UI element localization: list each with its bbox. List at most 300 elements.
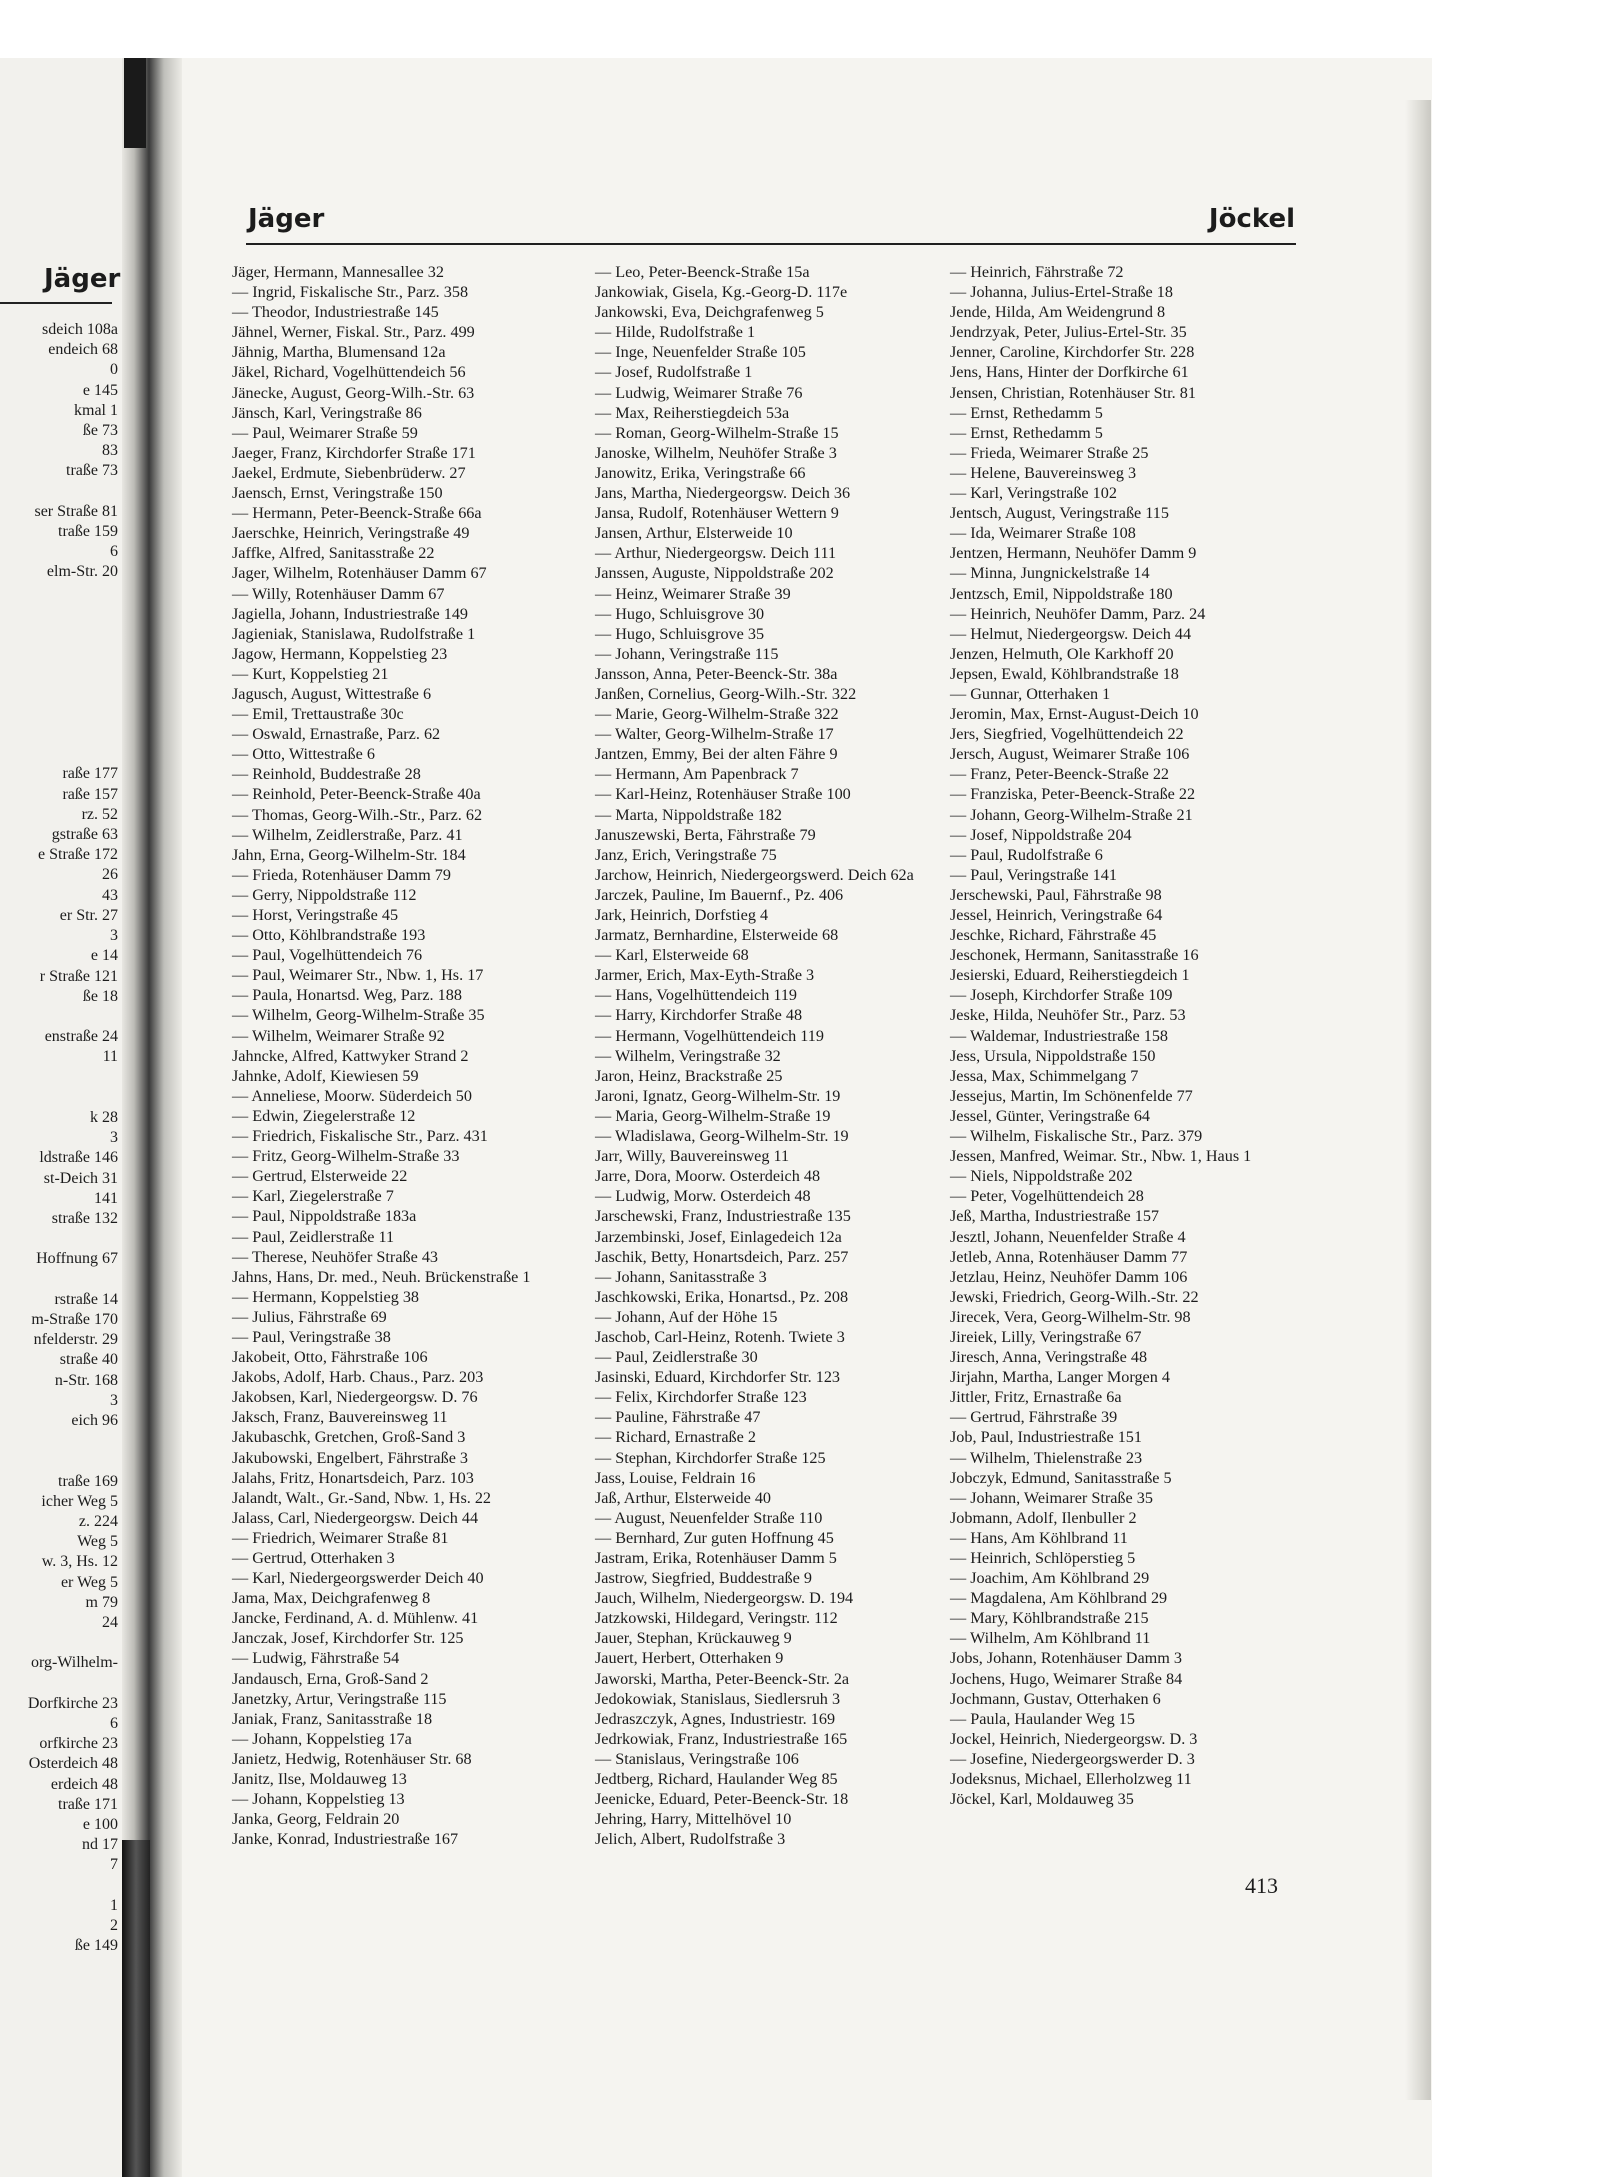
directory-entry: Jaß, Arthur, Elsterweide 40 bbox=[595, 1488, 772, 1507]
directory-entry: — Richard, Ernastraße 2 bbox=[595, 1428, 756, 1447]
directory-entry: Janz, Erich, Veringstraße 75 bbox=[595, 845, 777, 864]
directory-column-3 bbox=[950, 262, 1295, 1809]
left-page-line: 3 bbox=[110, 927, 118, 945]
directory-entry: — Mary, Köhlbrandstraße 215 bbox=[950, 1609, 1149, 1628]
directory-entry: Janietz, Hedwig, Rotenhäuser Str. 68 bbox=[232, 1749, 472, 1768]
directory-entry: Jirjahn, Martha, Langer Morgen 4 bbox=[950, 1368, 1170, 1387]
left-page-line: nfelderstr. 29 bbox=[33, 1331, 118, 1349]
directory-entry: Jagusch, August, Wittestraße 6 bbox=[232, 684, 432, 703]
left-page-line: elm-Str. 20 bbox=[46, 563, 118, 581]
directory-entry: Jentzsch, Emil, Nippoldstraße 180 bbox=[950, 584, 1173, 603]
directory-entry: — Karl-Heinz, Rotenhäuser Straße 100 bbox=[595, 785, 851, 804]
directory-entry: Jenzen, Helmuth, Ole Karkhoff 20 bbox=[950, 644, 1174, 663]
directory-entry: Jobs, Johann, Rotenhäuser Damm 3 bbox=[950, 1649, 1182, 1668]
left-page-line: 3 bbox=[110, 1391, 118, 1409]
directory-entry: — Paul, Veringstraße 141 bbox=[950, 865, 1117, 884]
directory-entry: — Wilhelm, Am Köhlbrand 11 bbox=[950, 1629, 1151, 1648]
directory-entry: — Karl, Elsterweide 68 bbox=[595, 946, 749, 965]
left-page-line: ße 149 bbox=[74, 1937, 118, 1955]
left-page-line: 3 bbox=[110, 1129, 118, 1147]
left-page-line: 7 bbox=[110, 1856, 118, 1874]
directory-entry: — Bernhard, Zur guten Hoffnung 45 bbox=[595, 1528, 834, 1547]
directory-entry: Jancke, Ferdinand, A. d. Mühlenw. 41 bbox=[232, 1609, 479, 1628]
directory-entry: — Gertrud, Otterhaken 3 bbox=[232, 1549, 395, 1567]
directory-entry: Jakubaschk, Gretchen, Groß-Sand 3 bbox=[232, 1428, 466, 1447]
left-page-line: Hoffnung 67 bbox=[36, 1250, 118, 1268]
directory-entry: Jass, Louise, Feldrain 16 bbox=[595, 1468, 756, 1487]
directory-entry: Jark, Heinrich, Dorfstieg 4 bbox=[595, 906, 769, 924]
directory-entry: — Johann, Veringstraße 115 bbox=[595, 644, 779, 663]
directory-entry: — Gunnar, Otterhaken 1 bbox=[950, 684, 1111, 703]
left-page-line bbox=[0, 603, 118, 623]
directory-entry: — Gerry, Nippoldstraße 112 bbox=[232, 885, 417, 904]
directory-entry: — Theodor, Industriestraße 145 bbox=[232, 303, 439, 322]
directory-entry: Jessel, Heinrich, Veringstraße 64 bbox=[950, 906, 1163, 924]
directory-entry: — Wilhelm, Weimarer Straße 92 bbox=[232, 1026, 445, 1045]
directory-entry: Janitz, Ilse, Moldauweg 13 bbox=[232, 1770, 407, 1789]
directory-entry: — Maria, Georg-Wilhelm-Straße 19 bbox=[595, 1106, 831, 1125]
directory-entry: Jankowiak, Gisela, Kg.-Georg-D. 117e bbox=[595, 283, 848, 302]
left-page-line: er Weg 5 bbox=[60, 1573, 118, 1591]
left-page-line bbox=[0, 1270, 118, 1290]
directory-entry: Jauert, Herbert, Otterhaken 9 bbox=[595, 1649, 784, 1668]
left-page-line: straße 40 bbox=[59, 1351, 118, 1369]
directory-entry: — Marta, Nippoldstraße 182 bbox=[595, 805, 783, 824]
left-page-line: st-Deich 31 bbox=[43, 1169, 118, 1187]
directory-entry: Jenner, Caroline, Kirchdorfer Str. 228 bbox=[950, 343, 1195, 362]
directory-entry: Jeske, Hilda, Neuhöfer Str., Parz. 53 bbox=[950, 1006, 1186, 1025]
left-page-lines bbox=[0, 320, 118, 1956]
left-page-line: e 100 bbox=[82, 1816, 118, 1834]
directory-entry: Jalahs, Fritz, Honartsdeich, Parz. 103 bbox=[232, 1468, 474, 1487]
directory-entry: — Hans, Vogelhüttendeich 119 bbox=[595, 986, 798, 1005]
directory-entry: Jagow, Hermann, Koppelstieg 23 bbox=[232, 644, 448, 663]
directory-entry: Jessejus, Martin, Im Schönenfelde 77 bbox=[950, 1086, 1193, 1105]
directory-entry: Janka, Georg, Feldrain 20 bbox=[232, 1810, 400, 1829]
left-page-line: rz. 52 bbox=[81, 805, 118, 823]
directory-entry: Jahncke, Alfred, Kattwyker Strand 2 bbox=[232, 1046, 469, 1065]
left-page-line: 6 bbox=[110, 1715, 118, 1733]
directory-entry: — Hans, Am Köhlbrand 11 bbox=[950, 1528, 1128, 1547]
directory-entry: Jarmatz, Bernhardine, Elsterweide 68 bbox=[595, 926, 839, 945]
directory-entry: Jaksch, Franz, Bauvereinsweg 11 bbox=[232, 1408, 448, 1427]
left-page-rule bbox=[0, 302, 112, 304]
directory-entry: Janetzky, Artur, Veringstraße 115 bbox=[232, 1689, 447, 1708]
directory-entry: Jaron, Heinz, Brackstraße 25 bbox=[595, 1066, 783, 1085]
directory-entry: Jochmann, Gustav, Otterhaken 6 bbox=[950, 1689, 1161, 1708]
directory-entry: Jesierski, Eduard, Reiherstiegdeich 1 bbox=[950, 966, 1190, 985]
directory-entry: — Gertrud, Elsterweide 22 bbox=[232, 1167, 408, 1186]
directory-entry: Jeenicke, Eduard, Peter-Beenck-Str. 18 bbox=[595, 1790, 849, 1809]
directory-entry: — Horst, Veringstraße 45 bbox=[232, 906, 399, 924]
directory-entry: — Felix, Kirchdorfer Straße 123 bbox=[595, 1388, 807, 1407]
directory-entry: Jaerschke, Heinrich, Veringstraße 49 bbox=[232, 524, 470, 543]
directory-entry: — Paul, Weimarer Straße 59 bbox=[232, 423, 418, 442]
directory-entry: — Paula, Honartsd. Weg, Parz. 188 bbox=[232, 986, 462, 1005]
directory-entry: Jaeger, Franz, Kirchdorfer Straße 171 bbox=[232, 443, 476, 462]
directory-entry: — Johann, Koppelstieg 17a bbox=[232, 1729, 412, 1748]
directory-entry: Jodeksnus, Michael, Ellerholzweg 11 bbox=[950, 1770, 1192, 1789]
left-page-line bbox=[0, 583, 118, 603]
directory-entry: — Hermann, Koppelstieg 38 bbox=[232, 1287, 420, 1306]
left-page-line bbox=[0, 1229, 118, 1249]
directory-entry: Jentzen, Hermann, Neuhöfer Damm 9 bbox=[950, 544, 1197, 563]
directory-entry: Jessa, Max, Schimmelgang 7 bbox=[950, 1066, 1139, 1085]
directory-entry: Jakubowski, Engelbert, Fährstraße 3 bbox=[232, 1448, 469, 1467]
directory-entry: — Karl, Ziegelerstraße 7 bbox=[232, 1187, 394, 1206]
left-page-line: 26 bbox=[102, 866, 118, 884]
directory-entry: — Paul, Veringstraße 38 bbox=[232, 1327, 391, 1346]
directory-entry: Jens, Hans, Hinter der Dorfkirche 61 bbox=[950, 363, 1189, 382]
directory-entry: — Ingrid, Fiskalische Str., Parz. 358 bbox=[232, 283, 469, 302]
directory-entry: Jaschik, Betty, Honartsdeich, Parz. 257 bbox=[595, 1247, 849, 1266]
left-page-line: traße 73 bbox=[66, 462, 118, 480]
directory-entry: — Johann, Sanitasstraße 3 bbox=[595, 1267, 767, 1286]
directory-entry: Jiresch, Anna, Veringstraße 48 bbox=[950, 1348, 1148, 1367]
directory-entry: — Reinhold, Peter-Beenck-Straße 40a bbox=[232, 785, 481, 804]
directory-entry: Jobmann, Adolf, Ilenbuller 2 bbox=[950, 1508, 1137, 1527]
directory-entry: — Friedrich, Weimarer Straße 81 bbox=[232, 1528, 449, 1547]
left-page-line: ße 73 bbox=[82, 422, 118, 440]
directory-column-1 bbox=[232, 262, 577, 1849]
directory-entry: Jähnel, Werner, Fiskal. Str., Parz. 499 bbox=[232, 323, 475, 342]
page-number: 413 bbox=[1245, 1873, 1278, 1898]
left-page-line: raße 157 bbox=[62, 785, 118, 803]
directory-entry: Janssen, Auguste, Nippoldstraße 202 bbox=[595, 564, 834, 583]
directory-entry: Jalandt, Walt., Gr.-Sand, Nbw. 1, Hs. 22 bbox=[232, 1488, 492, 1507]
left-page-line: e 145 bbox=[82, 381, 118, 399]
directory-entry: — Franz, Peter-Beenck-Straße 22 bbox=[950, 765, 1170, 784]
directory-entry: Jatzkowski, Hildegard, Veringstr. 112 bbox=[595, 1609, 838, 1628]
left-page-line: m 79 bbox=[85, 1593, 118, 1611]
directory-entry: Jers, Siegfried, Vogelhüttendeich 22 bbox=[950, 725, 1184, 744]
directory-entry: — Heinrich, Neuhöfer Damm, Parz. 24 bbox=[950, 604, 1206, 623]
left-page-line: z. 224 bbox=[78, 1512, 118, 1530]
directory-entry: — Joachim, Am Köhlbrand 29 bbox=[950, 1569, 1150, 1588]
left-page-line: org-Wilhelm- bbox=[30, 1654, 118, 1672]
directory-entry: Jakobs, Adolf, Harb. Chaus., Parz. 203 bbox=[232, 1368, 484, 1387]
directory-entry: — Anneliese, Moorw. Süderdeich 50 bbox=[232, 1086, 472, 1105]
directory-entry: — Heinrich, Fährstraße 72 bbox=[950, 263, 1124, 281]
directory-entry: Jans, Martha, Niedergeorgsw. Deich 36 bbox=[595, 484, 851, 503]
directory-entry: Jöckel, Karl, Moldauweg 35 bbox=[950, 1790, 1134, 1809]
directory-entry: Jäger, Hermann, Mannesallee 32 bbox=[232, 263, 444, 281]
directory-entry: — Pauline, Fährstraße 47 bbox=[595, 1408, 761, 1427]
directory-entry: Job, Paul, Industriestraße 151 bbox=[950, 1428, 1142, 1447]
directory-entry: Jireiek, Lilly, Veringstraße 67 bbox=[950, 1327, 1142, 1346]
left-page-line: Osterdeich 48 bbox=[28, 1755, 118, 1773]
directory-entry: Jahnke, Adolf, Kiewiesen 59 bbox=[232, 1066, 419, 1085]
left-page-line: w. 3, Hs. 12 bbox=[41, 1553, 118, 1571]
directory-entry: Jelich, Albert, Rudolfstraße 3 bbox=[595, 1830, 786, 1849]
left-page-line: 141 bbox=[94, 1189, 118, 1207]
header-rule bbox=[246, 243, 1296, 245]
directory-entry: — Wilhelm, Thielenstraße 23 bbox=[950, 1448, 1143, 1467]
directory-entry: — Niels, Nippoldstraße 202 bbox=[950, 1167, 1133, 1186]
directory-entry: — Gertrud, Fährstraße 39 bbox=[950, 1408, 1118, 1427]
directory-entry: — Fritz, Georg-Wilhelm-Straße 33 bbox=[232, 1147, 460, 1166]
page-edge bbox=[1405, 100, 1431, 2100]
directory-entry: — Frieda, Rotenhäuser Damm 79 bbox=[232, 865, 451, 884]
directory-entry: Jauch, Wilhelm, Niedergeorgsw. D. 194 bbox=[595, 1589, 854, 1608]
left-page-line bbox=[0, 1876, 118, 1896]
directory-entry: Jeschonek, Hermann, Sanitasstraße 16 bbox=[950, 946, 1199, 965]
directory-entry: — Wilhelm, Zeidlerstraße, Parz. 41 bbox=[232, 825, 463, 844]
left-page-header: Jäger bbox=[44, 264, 121, 294]
left-page-line bbox=[0, 643, 118, 663]
left-page-line: orfkirche 23 bbox=[39, 1735, 118, 1753]
directory-entry: Jedtberg, Richard, Haulander Weg 85 bbox=[595, 1770, 838, 1789]
directory-entry: — Paul, Nippoldstraße 183a bbox=[232, 1207, 417, 1226]
directory-entry: Janiak, Franz, Sanitasstraße 18 bbox=[232, 1709, 433, 1728]
directory-entry: Jaffke, Alfred, Sanitasstraße 22 bbox=[232, 544, 435, 563]
directory-entry: Jäkel, Richard, Vogelhüttendeich 56 bbox=[232, 363, 466, 382]
directory-entry: — Friedrich, Fiskalische Str., Parz. 431 bbox=[232, 1127, 488, 1146]
directory-entry: Jagiella, Johann, Industriestraße 149 bbox=[232, 604, 469, 623]
directory-entry: — Stanislaus, Veringstraße 106 bbox=[595, 1749, 799, 1768]
directory-entry: Janoske, Wilhelm, Neuhöfer Straße 3 bbox=[595, 443, 837, 462]
directory-entry: — Paul, Weimarer Str., Nbw. 1, Hs. 17 bbox=[232, 966, 484, 985]
directory-entry: — Hugo, Schluisgrove 35 bbox=[595, 624, 765, 643]
directory-entry: — Therese, Neuhöfer Straße 43 bbox=[232, 1247, 439, 1266]
directory-entry: Jersch, August, Weimarer Straße 106 bbox=[950, 745, 1190, 764]
directory-entry: Jessen, Manfred, Weimar. Str., Nbw. 1, Haus 1 bbox=[950, 1147, 1252, 1166]
directory-entry: — Wilhelm, Fiskalische Str., Parz. 379 bbox=[950, 1127, 1203, 1146]
directory-entry: — Hermann, Vogelhüttendeich 119 bbox=[595, 1026, 824, 1045]
directory-entry: Jentsch, August, Veringstraße 115 bbox=[950, 504, 1169, 523]
directory-entry: — Karl, Niedergeorgswerder Deich 40 bbox=[232, 1569, 484, 1588]
directory-entry: — Heinrich, Schlöperstieg 5 bbox=[950, 1549, 1136, 1567]
left-page-line: kmal 1 bbox=[74, 401, 118, 419]
directory-entry: Jahn, Erna, Georg-Wilhelm-Str. 184 bbox=[232, 845, 466, 864]
directory-entry: — Edwin, Ziegelerstraße 12 bbox=[232, 1106, 416, 1125]
directory-entry: Jähnig, Martha, Blumensand 12a bbox=[232, 343, 446, 362]
directory-entry: Jansen, Arthur, Elsterweide 10 bbox=[595, 524, 793, 543]
directory-entry: — Ludwig, Weimarer Straße 76 bbox=[595, 383, 803, 402]
directory-entry: Jaroni, Ignatz, Georg-Wilhelm-Str. 19 bbox=[595, 1086, 841, 1105]
left-page-line bbox=[0, 1088, 118, 1108]
left-page-line: endeich 68 bbox=[48, 341, 118, 359]
left-page-line bbox=[0, 684, 118, 704]
directory-entry: Jastram, Erika, Rotenhäuser Damm 5 bbox=[595, 1549, 837, 1567]
directory-entry: Jaworski, Martha, Peter-Beenck-Str. 2a bbox=[595, 1669, 850, 1688]
left-page-line: e 14 bbox=[90, 947, 118, 965]
directory-entry: — Ludwig, Morw. Osterdeich 48 bbox=[595, 1187, 811, 1206]
left-page-line bbox=[0, 663, 118, 683]
directory-entry: Jeromin, Max, Ernst-August-Deich 10 bbox=[950, 705, 1199, 724]
left-page-line: 6 bbox=[110, 543, 118, 561]
directory-entry: — Hugo, Schluisgrove 30 bbox=[595, 604, 765, 623]
directory-entry: Jeschke, Richard, Fährstraße 45 bbox=[950, 926, 1157, 945]
directory-entry: Jarre, Dora, Moorw. Osterdeich 48 bbox=[595, 1167, 821, 1186]
directory-entry: — Oswald, Ernastraße, Parz. 62 bbox=[232, 725, 441, 744]
directory-entry: — Helmut, Niedergeorgsw. Deich 44 bbox=[950, 624, 1192, 643]
left-page-line: straße 132 bbox=[51, 1209, 118, 1227]
directory-entry: Jarr, Willy, Bauvereinsweg 11 bbox=[595, 1147, 790, 1166]
directory-entry: Jobczyk, Edmund, Sanitasstraße 5 bbox=[950, 1468, 1172, 1487]
left-page-line: eich 96 bbox=[71, 1411, 118, 1429]
directory-entry: Jehring, Harry, Mittelhövel 10 bbox=[595, 1810, 792, 1829]
directory-entry: Jarschewski, Franz, Industriestraße 135 bbox=[595, 1207, 851, 1226]
directory-entry: — Otto, Wittestraße 6 bbox=[232, 745, 375, 764]
directory-entry: — Peter, Vogelhüttendeich 28 bbox=[950, 1187, 1144, 1206]
directory-entry: — Josef, Nippoldstraße 204 bbox=[950, 825, 1132, 844]
directory-entry: — Johann, Georg-Wilhelm-Straße 21 bbox=[950, 805, 1193, 824]
page-header bbox=[248, 204, 1295, 240]
binding-top bbox=[124, 58, 146, 148]
directory-entry: — Ernst, Rethedamm 5 bbox=[950, 423, 1103, 442]
directory-entry: Jetleb, Anna, Rotenhäuser Damm 77 bbox=[950, 1247, 1188, 1266]
directory-entry: — Josef, Rudolfstraße 1 bbox=[595, 363, 753, 382]
directory-entry: Jankowski, Eva, Deichgrafenweg 5 bbox=[595, 303, 824, 322]
directory-entry: Jänsch, Karl, Veringstraße 86 bbox=[232, 403, 422, 422]
directory-entry: — Julius, Fährstraße 69 bbox=[232, 1307, 387, 1326]
directory-entry: — Heinz, Weimarer Straße 39 bbox=[595, 584, 791, 603]
left-page-line: traße 171 bbox=[58, 1795, 118, 1813]
directory-entry: Jarmer, Erich, Max-Eyth-Straße 3 bbox=[595, 966, 815, 985]
directory-entry: Jedokowiak, Stanislaus, Siedlersruh 3 bbox=[595, 1689, 841, 1708]
directory-entry: Jantzen, Emmy, Bei der alten Fähre 9 bbox=[595, 745, 838, 764]
directory-entry: — Roman, Georg-Wilhelm-Straße 15 bbox=[595, 423, 839, 442]
directory-entry: Jakobeit, Otto, Fährstraße 106 bbox=[232, 1348, 428, 1367]
directory-entry: Jaschob, Carl-Heinz, Rotenh. Twiete 3 bbox=[595, 1327, 845, 1346]
left-page-line: m-Straße 170 bbox=[31, 1310, 118, 1328]
directory-entry: — Thomas, Georg-Wilh.-Str., Parz. 62 bbox=[232, 805, 483, 824]
left-page-line bbox=[0, 482, 118, 502]
directory-entry: Janßen, Cornelius, Georg-Wilh.-Str. 322 bbox=[595, 684, 857, 703]
directory-entry: — Walter, Georg-Wilhelm-Straße 17 bbox=[595, 725, 834, 744]
directory-entry: — Paul, Vogelhüttendeich 76 bbox=[232, 946, 423, 965]
directory-entry: Jager, Wilhelm, Rotenhäuser Damm 67 bbox=[232, 564, 487, 583]
directory-entry: Jagieniak, Stanislawa, Rudolfstraße 1 bbox=[232, 624, 476, 643]
left-page-line: 1 bbox=[110, 1896, 118, 1914]
directory-entry: Jasinski, Eduard, Kirchdorfer Str. 123 bbox=[595, 1368, 841, 1387]
directory-entry: — Otto, Köhlbrandstraße 193 bbox=[232, 926, 426, 945]
directory-entry: — Emil, Trettaustraße 30c bbox=[232, 705, 404, 724]
left-page-line: raße 177 bbox=[62, 765, 118, 783]
left-page-line: 24 bbox=[102, 1614, 118, 1631]
directory-entry: Januszewski, Berta, Fährstraße 79 bbox=[595, 825, 816, 844]
directory-entry: Jockel, Heinrich, Niedergeorgsw. D. 3 bbox=[950, 1729, 1198, 1748]
left-page-line bbox=[0, 1451, 118, 1471]
directory-entry: — Wladislawa, Georg-Wilhelm-Str. 19 bbox=[595, 1127, 849, 1146]
directory-entry: Jahns, Hans, Dr. med., Neuh. Brückenstraße 1 bbox=[232, 1267, 531, 1286]
directory-entry: — Stephan, Kirchdorfer Straße 125 bbox=[595, 1448, 826, 1467]
left-page-line: nd 17 bbox=[82, 1836, 118, 1854]
directory-entry: — Magdalena, Am Köhlbrand 29 bbox=[950, 1589, 1168, 1608]
directory-entry: — Franziska, Peter-Beenck-Straße 22 bbox=[950, 785, 1196, 804]
directory-entry: Janczak, Josef, Kirchdorfer Str. 125 bbox=[232, 1629, 464, 1648]
directory-entry: Jansson, Anna, Peter-Beenck-Str. 38a bbox=[595, 664, 838, 683]
left-page-line: enstraße 24 bbox=[44, 1028, 118, 1046]
left-page-line: gstraße 63 bbox=[51, 826, 118, 844]
header-first-entry: Jäger bbox=[248, 204, 325, 234]
left-page-line bbox=[0, 1674, 118, 1694]
directory-entry: Jandausch, Erna, Groß-Sand 2 bbox=[232, 1669, 429, 1688]
directory-entry: — Hermann, Peter-Beenck-Straße 66a bbox=[232, 504, 482, 523]
directory-entry: Janowitz, Erika, Veringstraße 66 bbox=[595, 463, 806, 482]
directory-entry: — Ernst, Rethedamm 5 bbox=[950, 403, 1103, 422]
left-page-line bbox=[0, 1007, 118, 1027]
left-page-line: traße 159 bbox=[58, 523, 118, 541]
left-page-line: 83 bbox=[102, 442, 118, 460]
directory-entry: Jeß, Martha, Industriestraße 157 bbox=[950, 1207, 1160, 1226]
left-page-line: ldstraße 146 bbox=[39, 1149, 118, 1167]
directory-entry: Jauer, Stephan, Krückauweg 9 bbox=[595, 1629, 792, 1648]
directory-entry: Jaensch, Ernst, Veringstraße 150 bbox=[232, 484, 443, 503]
left-page-line: Dorfkirche 23 bbox=[27, 1694, 118, 1712]
left-page-line: k 28 bbox=[90, 1108, 118, 1126]
directory-entry: Jessel, Günter, Veringstraße 64 bbox=[950, 1106, 1151, 1125]
directory-entry: — Ludwig, Fährstraße 54 bbox=[232, 1649, 400, 1668]
directory-entry: Jaekel, Erdmute, Siebenbrüderw. 27 bbox=[232, 463, 466, 482]
directory-entry: Jalass, Carl, Niedergeorgsw. Deich 44 bbox=[232, 1508, 479, 1527]
directory-entry: — Inge, Neuenfelder Straße 105 bbox=[595, 343, 806, 362]
directory-entry: Jedraszczyk, Agnes, Industriestr. 169 bbox=[595, 1709, 836, 1728]
left-page-line: ße 18 bbox=[82, 987, 118, 1005]
directory-entry: Jensen, Christian, Rotenhäuser Str. 81 bbox=[950, 383, 1196, 402]
left-page-line: Weg 5 bbox=[77, 1533, 118, 1551]
directory-entry: — Johann, Koppelstieg 13 bbox=[232, 1790, 405, 1809]
directory-entry: — Arthur, Niedergeorgsw. Deich 111 bbox=[595, 544, 837, 563]
directory-entry: — Harry, Kirchdorfer Straße 48 bbox=[595, 1006, 803, 1025]
directory-entry: Jepsen, Ewald, Köhlbrandstraße 18 bbox=[950, 664, 1179, 683]
directory-entry: — Max, Reiherstiegdeich 53a bbox=[595, 403, 790, 422]
directory-entry: — Paul, Rudolfstraße 6 bbox=[950, 845, 1103, 864]
directory-entry: Jewski, Friedrich, Georg-Wilh.-Str. 22 bbox=[950, 1287, 1199, 1306]
left-page-line: 2 bbox=[110, 1917, 118, 1935]
left-page-line bbox=[0, 1431, 118, 1451]
directory-entry: — Johann, Auf der Höhe 15 bbox=[595, 1307, 778, 1326]
directory-entry: — Joseph, Kirchdorfer Straße 109 bbox=[950, 986, 1173, 1005]
directory-entry: — Reinhold, Buddestraße 28 bbox=[232, 765, 421, 784]
directory-entry: — Hilde, Rudolfstraße 1 bbox=[595, 323, 756, 342]
directory-entry: Jess, Ursula, Nippoldstraße 150 bbox=[950, 1046, 1156, 1065]
header-last-entry: Jöckel bbox=[1208, 204, 1295, 234]
directory-entry: — Paula, Haulander Weg 15 bbox=[950, 1709, 1135, 1728]
directory-entry: — Waldemar, Industriestraße 158 bbox=[950, 1026, 1169, 1045]
left-page-line bbox=[0, 1068, 118, 1088]
left-page-line: 11 bbox=[102, 1048, 118, 1066]
directory-entry: — Johann, Weimarer Straße 35 bbox=[950, 1488, 1153, 1507]
binding-strip bbox=[122, 1840, 150, 2177]
directory-entry: — Frieda, Weimarer Straße 25 bbox=[950, 443, 1149, 462]
directory-entry: — Leo, Peter-Beenck-Straße 15a bbox=[595, 263, 810, 281]
left-page-line bbox=[0, 744, 118, 764]
directory-entry: Jastrow, Siegfried, Buddestraße 9 bbox=[595, 1569, 812, 1588]
directory-entry: — Marie, Georg-Wilhelm-Straße 322 bbox=[595, 705, 839, 724]
directory-entry: — Hermann, Am Papenbrack 7 bbox=[595, 765, 799, 784]
directory-entry: Jarzembinski, Josef, Einlagedeich 12a bbox=[595, 1227, 842, 1246]
directory-entry: Jama, Max, Deichgrafenweg 8 bbox=[232, 1589, 431, 1608]
left-page-line: r Straße 121 bbox=[39, 967, 118, 985]
scan-margin-top bbox=[0, 0, 1600, 58]
left-page-line: erdeich 48 bbox=[50, 1775, 118, 1793]
directory-entry: Janke, Konrad, Industriestraße 167 bbox=[232, 1830, 459, 1849]
directory-entry: — Minna, Jungnickelstraße 14 bbox=[950, 564, 1150, 583]
left-page-line: e Straße 172 bbox=[38, 846, 118, 864]
left-page-line bbox=[0, 724, 118, 744]
directory-entry: Jesztl, Johann, Neuenfelder Straße 4 bbox=[950, 1227, 1186, 1246]
directory-entry: Jittler, Fritz, Ernastraße 6a bbox=[950, 1388, 1122, 1407]
left-page-line: 43 bbox=[102, 886, 118, 904]
directory-entry: Jaschkowski, Erika, Honartsd., Pz. 208 bbox=[595, 1287, 849, 1306]
directory-entry: — Wilhelm, Georg-Wilhelm-Straße 35 bbox=[232, 1006, 485, 1025]
directory-entry: — Willy, Rotenhäuser Damm 67 bbox=[232, 584, 445, 603]
directory-entry: — Paul, Zeidlerstraße 30 bbox=[595, 1348, 758, 1367]
scan-margin-right bbox=[1432, 58, 1600, 2177]
left-page-line: er Str. 27 bbox=[59, 906, 118, 924]
